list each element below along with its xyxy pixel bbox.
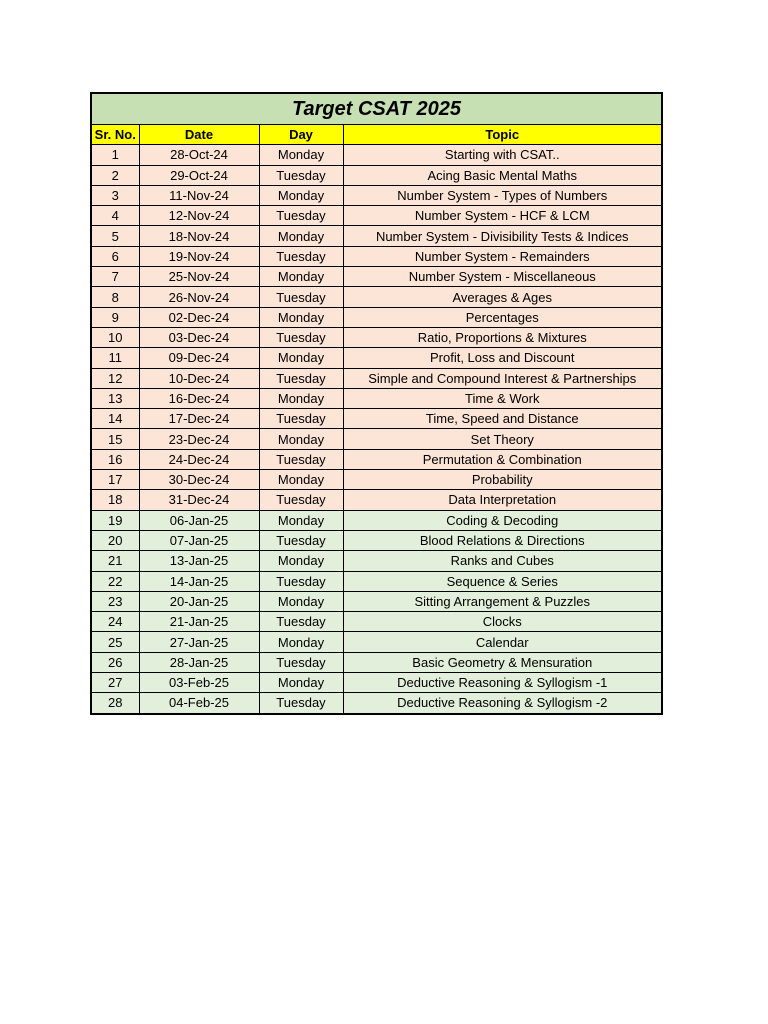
cell-date: 27-Jan-25 (139, 632, 259, 652)
header-date: Date (139, 125, 259, 145)
cell-topic: Number System - HCF & LCM (343, 206, 661, 226)
cell-day: Monday (259, 429, 343, 449)
cell-sr-no: 20 (92, 530, 139, 550)
cell-sr-no: 15 (92, 429, 139, 449)
table-row (92, 449, 661, 469)
cell-day: Tuesday (259, 165, 343, 185)
table-row (92, 673, 661, 693)
table-row (92, 470, 661, 490)
cell-topic: Deductive Reasoning & Syllogism -1 (343, 673, 661, 693)
cell-sr-no: 22 (92, 571, 139, 591)
cell-sr-no: 28 (92, 693, 139, 713)
cell-sr-no: 9 (92, 307, 139, 327)
cell-topic: Permutation & Combination (343, 449, 661, 469)
cell-topic: Coding & Decoding (343, 510, 661, 530)
cell-date: 10-Dec-24 (139, 368, 259, 388)
cell-date: 09-Dec-24 (139, 348, 259, 368)
table-row (92, 267, 661, 287)
cell-day: Tuesday (259, 449, 343, 469)
cell-sr-no: 24 (92, 612, 139, 632)
cell-date: 18-Nov-24 (139, 226, 259, 246)
cell-date: 28-Oct-24 (139, 145, 259, 165)
table-row (92, 632, 661, 652)
cell-date: 30-Dec-24 (139, 470, 259, 490)
cell-day: Monday (259, 510, 343, 530)
table-row (92, 145, 661, 165)
cell-topic: Time, Speed and Distance (343, 409, 661, 429)
table-row (92, 246, 661, 266)
cell-date: 03-Dec-24 (139, 327, 259, 347)
cell-topic: Ratio, Proportions & Mixtures (343, 327, 661, 347)
table-row (92, 307, 661, 327)
header-topic: Topic (343, 125, 661, 145)
cell-sr-no: 23 (92, 591, 139, 611)
cell-date: 17-Dec-24 (139, 409, 259, 429)
cell-topic: Number System - Miscellaneous (343, 267, 661, 287)
cell-day: Monday (259, 591, 343, 611)
cell-date: 31-Dec-24 (139, 490, 259, 510)
cell-sr-no: 19 (92, 510, 139, 530)
cell-day: Tuesday (259, 652, 343, 672)
cell-topic: Profit, Loss and Discount (343, 348, 661, 368)
cell-sr-no: 8 (92, 287, 139, 307)
cell-date: 03-Feb-25 (139, 673, 259, 693)
cell-topic: Set Theory (343, 429, 661, 449)
table-row (92, 165, 661, 185)
table-row (92, 693, 661, 713)
cell-sr-no: 4 (92, 206, 139, 226)
schedule-rows (92, 145, 661, 713)
cell-day: Tuesday (259, 409, 343, 429)
cell-sr-no: 25 (92, 632, 139, 652)
cell-day: Monday (259, 632, 343, 652)
cell-sr-no: 3 (92, 185, 139, 205)
header-row (92, 125, 661, 145)
table-row (92, 368, 661, 388)
cell-sr-no: 1 (92, 145, 139, 165)
cell-day: Monday (259, 551, 343, 571)
cell-day: Tuesday (259, 571, 343, 591)
cell-date: 02-Dec-24 (139, 307, 259, 327)
table-row (92, 571, 661, 591)
table-row (92, 185, 661, 205)
cell-day: Tuesday (259, 693, 343, 713)
cell-sr-no: 13 (92, 388, 139, 408)
cell-day: Monday (259, 673, 343, 693)
cell-day: Monday (259, 470, 343, 490)
header-sr-no: Sr. No. (92, 125, 139, 145)
cell-topic: Time & Work (343, 388, 661, 408)
cell-date: 29-Oct-24 (139, 165, 259, 185)
cell-topic: Ranks and Cubes (343, 551, 661, 571)
cell-topic: Basic Geometry & Mensuration (343, 652, 661, 672)
cell-day: Monday (259, 348, 343, 368)
table-row (92, 429, 661, 449)
header-day: Day (259, 125, 343, 145)
cell-day: Monday (259, 226, 343, 246)
cell-topic: Sequence & Series (343, 571, 661, 591)
cell-day: Monday (259, 388, 343, 408)
cell-topic: Number System - Types of Numbers (343, 185, 661, 205)
table-row (92, 591, 661, 611)
cell-date: 26-Nov-24 (139, 287, 259, 307)
table-row (92, 490, 661, 510)
cell-sr-no: 12 (92, 368, 139, 388)
cell-topic: Acing Basic Mental Maths (343, 165, 661, 185)
cell-date: 12-Nov-24 (139, 206, 259, 226)
cell-date: 16-Dec-24 (139, 388, 259, 408)
table-row (92, 409, 661, 429)
cell-topic: Blood Relations & Directions (343, 530, 661, 550)
cell-date: 13-Jan-25 (139, 551, 259, 571)
cell-sr-no: 7 (92, 267, 139, 287)
cell-topic: Number System - Remainders (343, 246, 661, 266)
cell-sr-no: 5 (92, 226, 139, 246)
cell-date: 11-Nov-24 (139, 185, 259, 205)
cell-sr-no: 6 (92, 246, 139, 266)
cell-sr-no: 21 (92, 551, 139, 571)
table-row (92, 287, 661, 307)
cell-topic: Probability (343, 470, 661, 490)
schedule-title: Target CSAT 2025 (92, 94, 661, 125)
cell-sr-no: 2 (92, 165, 139, 185)
cell-date: 25-Nov-24 (139, 267, 259, 287)
cell-sr-no: 10 (92, 327, 139, 347)
cell-date: 06-Jan-25 (139, 510, 259, 530)
cell-date: 21-Jan-25 (139, 612, 259, 632)
cell-date: 23-Dec-24 (139, 429, 259, 449)
schedule-table-container (90, 92, 663, 715)
cell-date: 07-Jan-25 (139, 530, 259, 550)
cell-sr-no: 26 (92, 652, 139, 672)
cell-topic: Number System - Divisibility Tests & Indices (343, 226, 661, 246)
cell-date: 14-Jan-25 (139, 571, 259, 591)
cell-date: 20-Jan-25 (139, 591, 259, 611)
cell-sr-no: 27 (92, 673, 139, 693)
cell-sr-no: 14 (92, 409, 139, 429)
cell-topic: Starting with CSAT.. (343, 145, 661, 165)
cell-day: Tuesday (259, 368, 343, 388)
cell-day: Tuesday (259, 206, 343, 226)
cell-topic: Data Interpretation (343, 490, 661, 510)
table-row (92, 226, 661, 246)
cell-day: Monday (259, 267, 343, 287)
cell-topic: Deductive Reasoning & Syllogism -2 (343, 693, 661, 713)
cell-day: Tuesday (259, 327, 343, 347)
cell-sr-no: 11 (92, 348, 139, 368)
cell-sr-no: 18 (92, 490, 139, 510)
table-row (92, 348, 661, 368)
cell-date: 24-Dec-24 (139, 449, 259, 469)
table-row (92, 551, 661, 571)
cell-day: Tuesday (259, 612, 343, 632)
table-row (92, 530, 661, 550)
table-row (92, 510, 661, 530)
cell-topic: Simple and Compound Interest & Partnerships (343, 368, 661, 388)
cell-sr-no: 16 (92, 449, 139, 469)
cell-topic: Percentages (343, 307, 661, 327)
cell-day: Tuesday (259, 490, 343, 510)
cell-date: 19-Nov-24 (139, 246, 259, 266)
cell-day: Tuesday (259, 287, 343, 307)
table-row (92, 327, 661, 347)
cell-day: Tuesday (259, 530, 343, 550)
cell-topic: Averages & Ages (343, 287, 661, 307)
cell-topic: Clocks (343, 612, 661, 632)
cell-day: Monday (259, 185, 343, 205)
cell-date: 04-Feb-25 (139, 693, 259, 713)
table-row (92, 612, 661, 632)
cell-sr-no: 17 (92, 470, 139, 490)
schedule-table (92, 125, 661, 713)
cell-topic: Calendar (343, 632, 661, 652)
cell-day: Monday (259, 145, 343, 165)
cell-date: 28-Jan-25 (139, 652, 259, 672)
table-row (92, 652, 661, 672)
cell-day: Monday (259, 307, 343, 327)
cell-day: Tuesday (259, 246, 343, 266)
table-row (92, 206, 661, 226)
cell-topic: Sitting Arrangement & Puzzles (343, 591, 661, 611)
table-row (92, 388, 661, 408)
